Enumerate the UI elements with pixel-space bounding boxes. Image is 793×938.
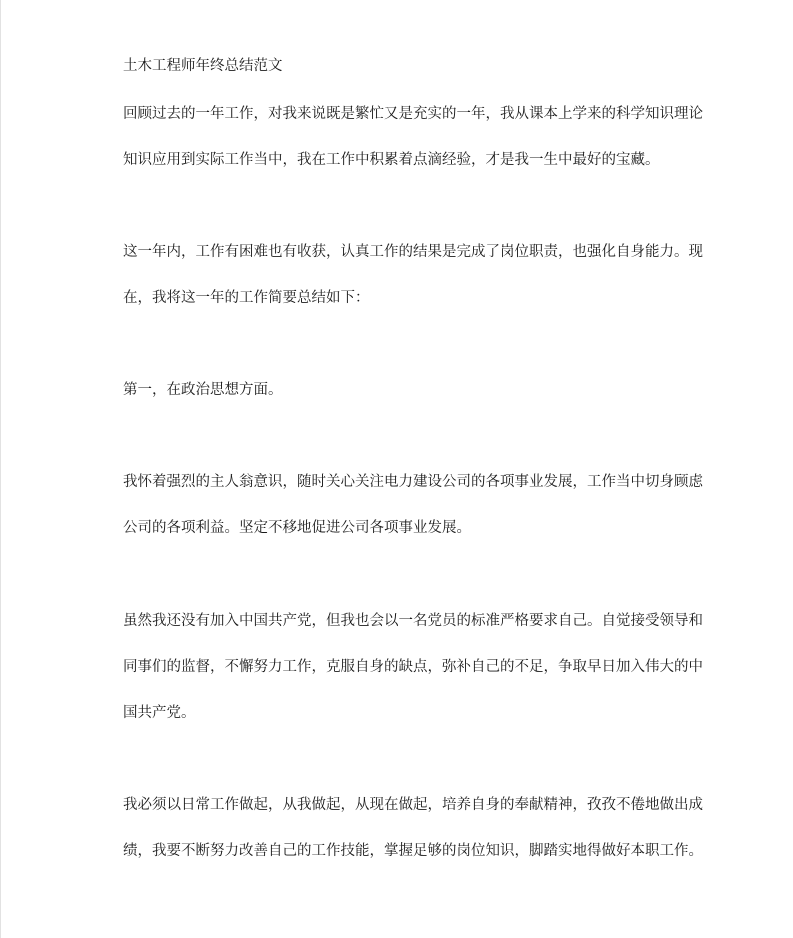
paragraph-4-line-3: 国共产党。 [123, 705, 196, 721]
paragraph-5-line-1: 我必须以日常工作做起，从我做起，从现在做起，培养自身的奉献精神，孜孜不倦地做出成 [123, 797, 703, 813]
paragraph-3-line-2: 公司的各项利益。坚定不移地促进公司各项事业发展。 [123, 520, 471, 536]
paragraph-1-line-1: 回顾过去的一年工作，对我来说既是繁忙又是充实的一年，我从课本上学来的科学知识理论 [123, 106, 703, 122]
paragraph-5-line-2: 绩，我要不断努力改善自己的工作技能，掌握足够的岗位知识，脚踏实地得做好本职工作。 [123, 843, 703, 859]
section-heading-politics: 第一，在政治思想方面。 [123, 382, 283, 398]
paragraph-4-line-2: 同事们的监督，不懈努力工作，克服自身的缺点，弥补自己的不足，争取早日加入伟大的中 [123, 659, 703, 675]
paragraph-1-line-2: 知识应用到实际工作当中，我在工作中积累着点滴经验，才是我一生中最好的宝藏。 [123, 152, 660, 168]
document-title: 土木工程师年终总结范文 [123, 58, 283, 74]
paragraph-2-line-1: 这一年内，工作有困难也有收获，认真工作的结果是完成了岗位职责，也强化自身能力。现 [123, 244, 703, 260]
paragraph-4-line-1: 虽然我还没有加入中国共产党，但我也会以一名党员的标准严格要求自己。自觉接受领导和 [123, 613, 703, 629]
paragraph-2-line-2: 在，我将这一年的工作简要总结如下： [123, 290, 370, 306]
paragraph-3-line-1: 我怀着强烈的主人翁意识，随时关心关注电力建设公司的各项事业发展，工作当中切身顾虑 [123, 474, 703, 490]
